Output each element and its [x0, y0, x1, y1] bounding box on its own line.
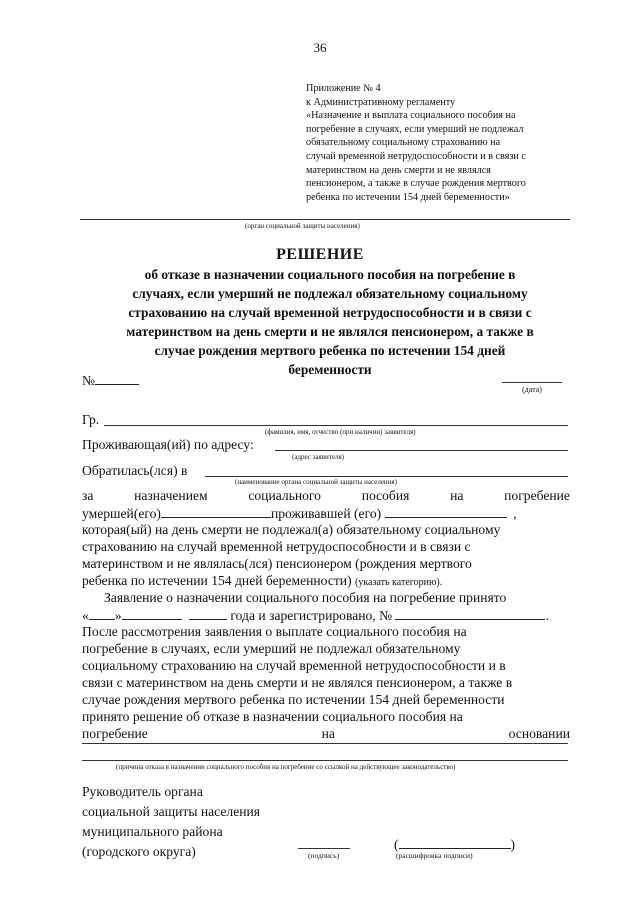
sign-line[interactable] — [298, 848, 350, 849]
body-line-5: материнством и не являлась(лся) пенсионером (рождения мертвого — [82, 556, 472, 571]
word: пособия — [361, 488, 410, 503]
word: социального — [248, 488, 321, 503]
date-line[interactable] — [502, 382, 562, 383]
registration-number-blank[interactable] — [395, 607, 545, 620]
date-caption: (дата) — [522, 385, 542, 394]
gr-label: Гр. — [82, 412, 100, 427]
document-subtitle — [90, 265, 570, 379]
paren-open: ( — [394, 837, 399, 852]
subtitle-line: об отказе в назначении социального пособия на погребение в — [144, 267, 516, 282]
deceased-name-blank[interactable] — [161, 505, 271, 518]
body-line-7: Заявление о назначении социального пособия на погребение принято — [104, 590, 507, 605]
reason-line-1[interactable] — [82, 743, 568, 744]
year-blank[interactable] — [189, 607, 227, 620]
deceased-address-blank[interactable] — [385, 505, 507, 518]
organ-caption: (орган социальной защиты населения) — [245, 222, 360, 230]
body-line-15 — [82, 726, 570, 742]
document-title: РЕШЕНИЕ — [276, 246, 364, 263]
word: назначением — [134, 488, 208, 503]
word: погребение — [82, 726, 148, 741]
appendix-line: Приложение № 4 — [306, 83, 381, 94]
body-line-6 — [82, 573, 442, 589]
body-line-2 — [82, 505, 517, 522]
appendix-line: пенсионером, а также в случае рождения мертвого — [306, 178, 526, 190]
address-line[interactable] — [275, 450, 568, 451]
subtitle-line: страхованию на случай временной нетрудоспособности и в связи с — [128, 305, 532, 320]
word: основании — [508, 726, 570, 741]
body-line-1 — [82, 488, 570, 504]
signatory-line: (городского округа) — [82, 844, 196, 859]
appendix-line: погребение в случаях, если умерший не подлежал — [306, 123, 524, 135]
body-line-8 — [82, 607, 549, 624]
gr-caption: (фамилия, имя, отчество (при наличии) заявителя) — [265, 428, 416, 436]
appendix-line: ребенка по истечении 154 дней беременности» — [306, 191, 510, 203]
category-hint: (указать категорию). — [355, 577, 443, 588]
body-line-11: социальному страхованию на случай временной нетрудоспособности и в — [82, 658, 506, 673]
body-line-14: принято решение об отказе в назначении социального пособия на — [82, 709, 463, 724]
word: за — [82, 488, 94, 503]
appendix-line: случай временной нетрудоспособности и в связи с — [306, 150, 526, 162]
appendix-line: к Административному регламенту — [306, 96, 456, 108]
sign-caption: (подпись) — [308, 851, 340, 860]
reason-caption: (причина отказа в назначении социального пособия на погребение со ссылкой на действующее законодательство) — [116, 763, 456, 771]
body-line-4: страхованию на случай временной нетрудоспособности и в связи с — [82, 539, 471, 554]
word: погребение — [504, 488, 570, 503]
word: на — [321, 726, 335, 741]
signatory-line: муниципального района — [82, 824, 223, 839]
address-caption: (адрес заявителя) — [292, 453, 344, 461]
registered-label: года и зарегистрировано, № — [230, 608, 393, 623]
lived-label: проживавшей (его) — [270, 506, 382, 521]
body-line-12: связи с материнством на день смерти и не являлся пенсионером, а также в — [82, 675, 513, 690]
subtitle-line: беременности — [288, 362, 372, 377]
applied-line[interactable] — [205, 476, 568, 477]
number-blank[interactable] — [95, 372, 139, 385]
number-label: № — [82, 373, 95, 388]
appendix-line: обязательному социальному страхованию на — [306, 137, 501, 149]
subtitle-line: случаях, если умерший не подлежал обязательному социальному — [132, 286, 528, 301]
gr-line[interactable] — [104, 425, 568, 426]
applied-caption: (наименование органа социальной защиты населения) — [235, 478, 397, 486]
appendix-block — [306, 82, 576, 204]
organ-line — [80, 219, 570, 220]
quote-close: » — [114, 608, 122, 623]
body-line-13: случае рождения мертвого ребенка по истечении 154 дней беременности — [82, 692, 505, 707]
decode-caption: (расшифровка подписи) — [396, 851, 473, 860]
deceased-label: умершей(его) — [82, 506, 161, 521]
page-number: 36 — [313, 40, 327, 55]
applied-label: Обратилась(лся) в — [82, 463, 188, 478]
signatory-line: социальной защиты населения — [82, 804, 261, 819]
period: . — [545, 608, 549, 623]
category-text: ребенка по истечении 154 дней беременности) — [82, 573, 352, 588]
signature-block — [82, 782, 260, 862]
paren-close: ) — [510, 837, 516, 852]
appendix-line: материнством на день смерти и не являлся — [306, 164, 491, 176]
quote-open: « — [82, 608, 89, 623]
word: на — [450, 488, 464, 503]
subtitle-line: случае рождения мертвого ребенка по истечении 154 дней — [154, 343, 506, 358]
signatory-line: Руководитель органа — [82, 784, 203, 799]
body-line-3: которая(ый) на день смерти не подлежал(а) обязательному социальному — [82, 522, 501, 537]
body-line-10: погребение в случаях, если умерший не подлежал обязательному — [82, 641, 461, 656]
body-line-9: После рассмотрения заявления о выплате социального пособия на — [82, 624, 467, 639]
comma: , — [513, 506, 517, 521]
month-blank[interactable] — [122, 607, 182, 620]
decode-blank[interactable] — [399, 836, 511, 849]
address-label: Проживающая(ий) по адресу: — [82, 437, 254, 452]
number-field — [82, 372, 139, 389]
subtitle-line: материнством на день смерти и не являлся пенсионером, а также в — [126, 324, 534, 339]
day-blank[interactable] — [89, 607, 115, 620]
reason-line-2[interactable] — [82, 760, 568, 761]
appendix-line: «Назначение и выплата социального пособия на — [306, 110, 516, 122]
